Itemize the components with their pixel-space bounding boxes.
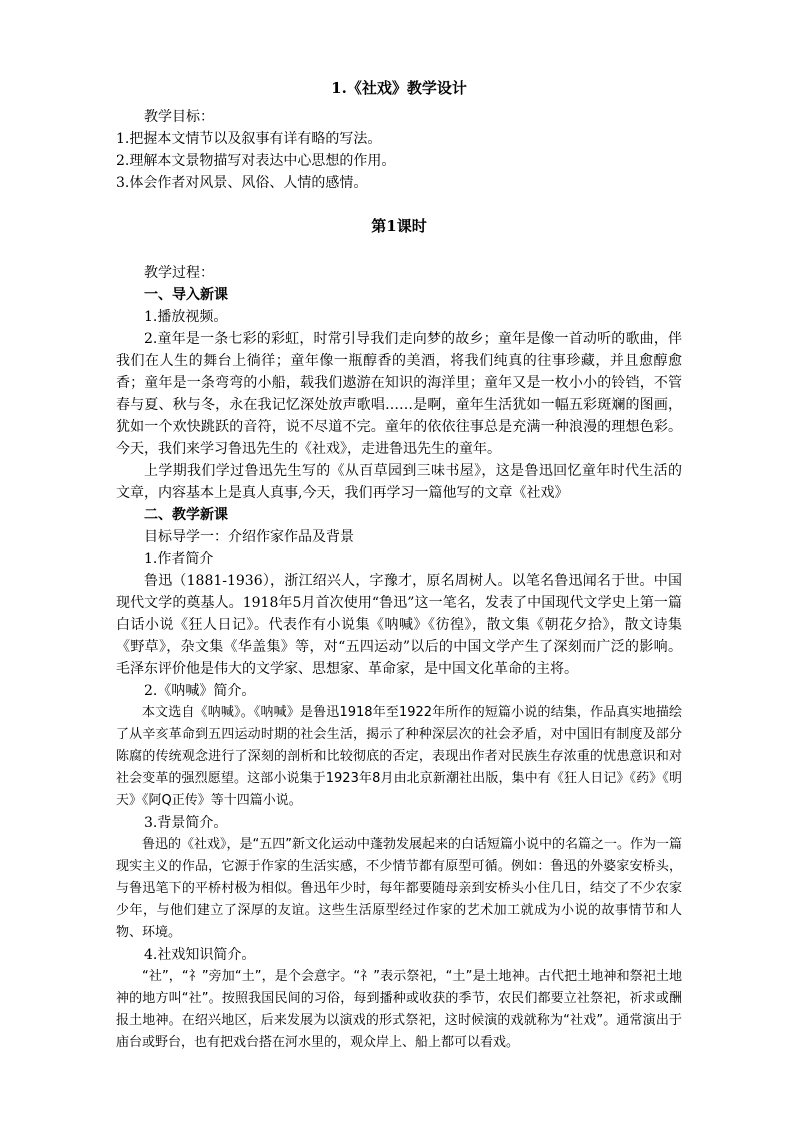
lesson-heading: 第1课时	[371, 217, 427, 235]
objective-item: 3.体会作者对风景、风俗、人情的感情。	[116, 175, 368, 191]
goal-heading: 目标导学一：介绍作家作品及背景	[144, 529, 354, 545]
document-page	[116, 78, 682, 1054]
paragraph: 2.童年是一条七彩的彩虹，时常引导我们走向梦的故乡；童年是像一首动听的歌曲，伴我们在人生的舞台上徜徉；童年像一瓶醇香的美酒，将我们纯真的往事珍藏，并且愈醇愈香；童年是一条弯弯的小船，载我们遨游在知识的海洋里；童年又是一枚小小的铃铛，不管春与夏、秋与冬，永在我记忆深处放声歌唱……是啊，童年生活犹如一幅五彩斑斓的图画，犹如一个欢快跳跃的音符，说不尽道不完。童年的依依往事总是充满一种浪漫的理想色彩。今天，我们来学习鲁迅先生的《社戏》，走进鲁迅先生的童年。	[116, 331, 682, 457]
paragraph: 1.播放视频。	[144, 309, 228, 325]
paragraph: “社”，“礻”旁加“土”，是个会意字。“礻”表示祭祀，“土”是土地神。古代把土地神和祭祀土地神的地方叫“社”。按照我国民间的习俗，每到播种或收获的季节，农民们都要立社祭祀，祈求或酬报土地神。在绍兴地区，后来发展为以演戏的形式祭祀，这时候演的戏就称为“社戏”。通常演出于庙台或野台，也有把戏台搭在河水里的，观众岸上、船上都可以看戏。	[116, 969, 682, 1050]
section-heading: 一、导入新课	[144, 287, 228, 303]
subsection-heading: 1.作者简介	[144, 551, 214, 567]
process-heading: 教学过程：	[144, 265, 214, 281]
subsection-heading: 2.《呐喊》简介。	[144, 683, 256, 699]
document-title: 1.《社戏》教学设计	[331, 79, 467, 97]
section-heading: 二、教学新课	[144, 507, 228, 523]
paragraph: 鲁迅（1881-1936），浙江绍兴人，字豫才，原名周树人。以笔名鲁迅闻名于世。中国现代文学的奠基人。1918年5月首次使用“鲁迅”这一笔名，发表了中国现代文学史上第一篇白话小说《狂人日记》。代表作有小说集《呐喊》《彷徨》，散文集《朝花夕拾》，散文诗集《野草》，杂文集《华盖集》等，对“五四运动”以后的中国文学产生了深刻而广泛的影响。毛泽东评价他是伟大的文学家、思想家、革命家，是中国文化革命的主将。	[116, 573, 682, 677]
subsection-heading: 3.背景简介。	[144, 815, 228, 831]
paragraph: 上学期我们学过鲁迅先生写的《从百草园到三味书屋》，这是鲁迅回忆童年时代生活的文章，内容基本上是真人真事,今天，我们再学习一篇他写的文章《社戏》	[116, 463, 682, 501]
objective-item: 2.理解本文景物描写对表达中心思想的作用。	[116, 153, 396, 169]
subsection-heading: 4.社戏知识简介。	[144, 947, 256, 963]
paragraph: 鲁迅的《社戏》，是“五四”新文化运动中蓬勃发展起来的白话短篇小说中的名篇之一。作为一篇现实主义的作品，它源于作家的生活实感，不少情节都有原型可循。例如：鲁迅的外婆家安桥头，与鲁迅笔下的平桥村极为相似。鲁迅年少时，每年都要随母亲到安桥头小住几日，结交了不少农家少年，与他们建立了深厚的友谊。这些生活原型经过作家的艺术加工就成为小说的故事情节和人物、环境。	[116, 837, 682, 940]
objectives-heading: 教学目标：	[144, 109, 214, 125]
objective-item: 1.把握本文情节以及叙事有详有略的写法。	[116, 131, 382, 147]
paragraph: 本文选自《呐喊》。《呐喊》是鲁迅1918年至1922年所作的短篇小说的结集，作品真实地描绘了从辛亥革命到五四运动时期的社会生活，揭示了种种深层次的社会矛盾，对中国旧有制度及部分陈腐的传统观念进行了深刻的剖析和比较彻底的否定，表现出作者对民族生存浓重的忧患意识和对社会变革的强烈愿望。这部小说集于1923年8月由北京新潮社出版，集中有《狂人日记》《药》《明天》《阿Q正传》等十四篇小说。	[116, 705, 682, 808]
